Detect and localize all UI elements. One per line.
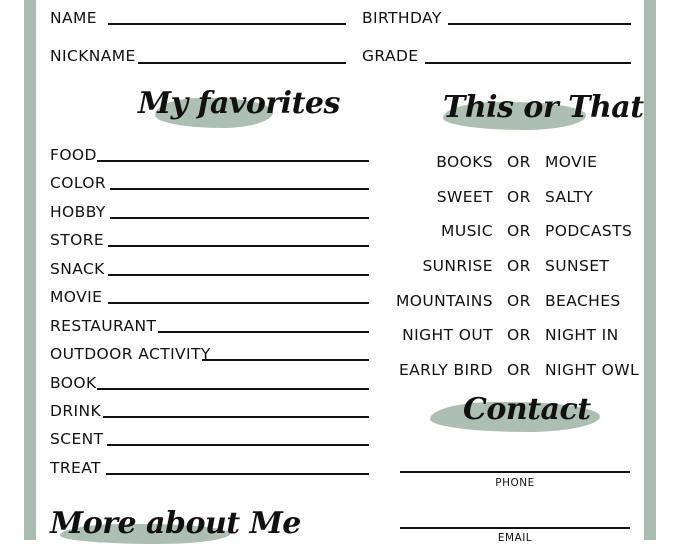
favorite-label-hobby: HOBBY bbox=[50, 203, 106, 221]
favorite-label-restaurant: RESTAURANT bbox=[50, 317, 157, 335]
choice-right-podcasts[interactable]: PODCASTS bbox=[545, 222, 633, 240]
more-about-me-title: More about Me bbox=[50, 506, 301, 541]
choice-left-sweet[interactable]: SWEET bbox=[436, 188, 493, 206]
or-word: OR bbox=[507, 292, 531, 310]
favorite-label-book: BOOK bbox=[50, 374, 97, 392]
favorite-label-snack: SNACK bbox=[50, 260, 105, 278]
favorite-label-store: STORE bbox=[50, 231, 105, 249]
favorite-label-drink: DRINK bbox=[50, 402, 102, 420]
favorite-label-color: COLOR bbox=[50, 174, 107, 192]
nickname-field-line[interactable] bbox=[138, 62, 346, 64]
phone-field-line[interactable] bbox=[400, 471, 630, 473]
favorite-line-outdoor-activity[interactable] bbox=[202, 359, 369, 361]
favorite-label-scent: SCENT bbox=[50, 430, 104, 448]
favorite-line-movie[interactable] bbox=[108, 302, 369, 304]
favorite-line-drink[interactable] bbox=[103, 416, 369, 418]
favorite-line-book[interactable] bbox=[97, 388, 369, 390]
favorite-line-food[interactable] bbox=[97, 160, 369, 162]
page-border-right bbox=[644, 0, 656, 540]
phone-label: PHONE bbox=[495, 477, 535, 489]
favorite-line-snack[interactable] bbox=[108, 274, 369, 276]
favorite-label-treat: TREAT bbox=[50, 459, 101, 477]
choice-left-mountains[interactable]: MOUNTAINS bbox=[396, 292, 493, 310]
email-label: EMAIL bbox=[497, 532, 533, 544]
choice-left-night-out[interactable]: NIGHT OUT bbox=[402, 326, 493, 344]
favorite-line-color[interactable] bbox=[110, 188, 369, 190]
nickname-label: NICKNAME bbox=[50, 47, 136, 65]
name-label: NAME bbox=[50, 9, 97, 27]
page-border-left bbox=[24, 0, 36, 540]
choice-right-movie[interactable]: MOVIE bbox=[545, 153, 598, 171]
contact-title: Contact bbox=[463, 392, 591, 427]
or-word: OR bbox=[507, 153, 531, 171]
choice-right-salty[interactable]: SALTY bbox=[545, 188, 594, 206]
or-word: OR bbox=[507, 257, 531, 275]
birthday-label: BIRTHDAY bbox=[362, 9, 442, 27]
choice-left-books[interactable]: BOOKS bbox=[436, 153, 493, 171]
this-or-that-title: This or That bbox=[443, 90, 644, 125]
favorite-label-outdoor-activity: OUTDOOR ACTIVITY bbox=[50, 345, 211, 363]
favorite-line-treat[interactable] bbox=[106, 473, 369, 475]
choice-right-night-in[interactable]: NIGHT IN bbox=[545, 326, 619, 344]
choice-right-sunset[interactable]: SUNSET bbox=[545, 257, 610, 275]
choice-right-night-owl[interactable]: NIGHT OWL bbox=[545, 361, 639, 379]
name-field-line[interactable] bbox=[108, 23, 346, 25]
choice-left-sunrise[interactable]: SUNRISE bbox=[422, 257, 493, 275]
or-word: OR bbox=[507, 361, 531, 379]
grade-field-line[interactable] bbox=[425, 62, 631, 64]
choice-left-music[interactable]: MUSIC bbox=[441, 222, 493, 240]
choice-left-early-bird[interactable]: EARLY BIRD bbox=[398, 361, 493, 379]
favorites-title: My favorites bbox=[138, 86, 340, 121]
favorite-label-movie: MOVIE bbox=[50, 288, 103, 306]
favorite-line-store[interactable] bbox=[108, 245, 369, 247]
grade-label: GRADE bbox=[362, 47, 419, 65]
or-word: OR bbox=[507, 222, 531, 240]
birthday-field-line[interactable] bbox=[448, 23, 631, 25]
or-word: OR bbox=[507, 326, 531, 344]
favorite-line-scent[interactable] bbox=[107, 444, 369, 446]
favorite-label-food: FOOD bbox=[50, 146, 97, 164]
choice-right-beaches[interactable]: BEACHES bbox=[545, 292, 621, 310]
or-word: OR bbox=[507, 188, 531, 206]
favorite-line-hobby[interactable] bbox=[110, 217, 369, 219]
email-field-line[interactable] bbox=[400, 527, 630, 529]
